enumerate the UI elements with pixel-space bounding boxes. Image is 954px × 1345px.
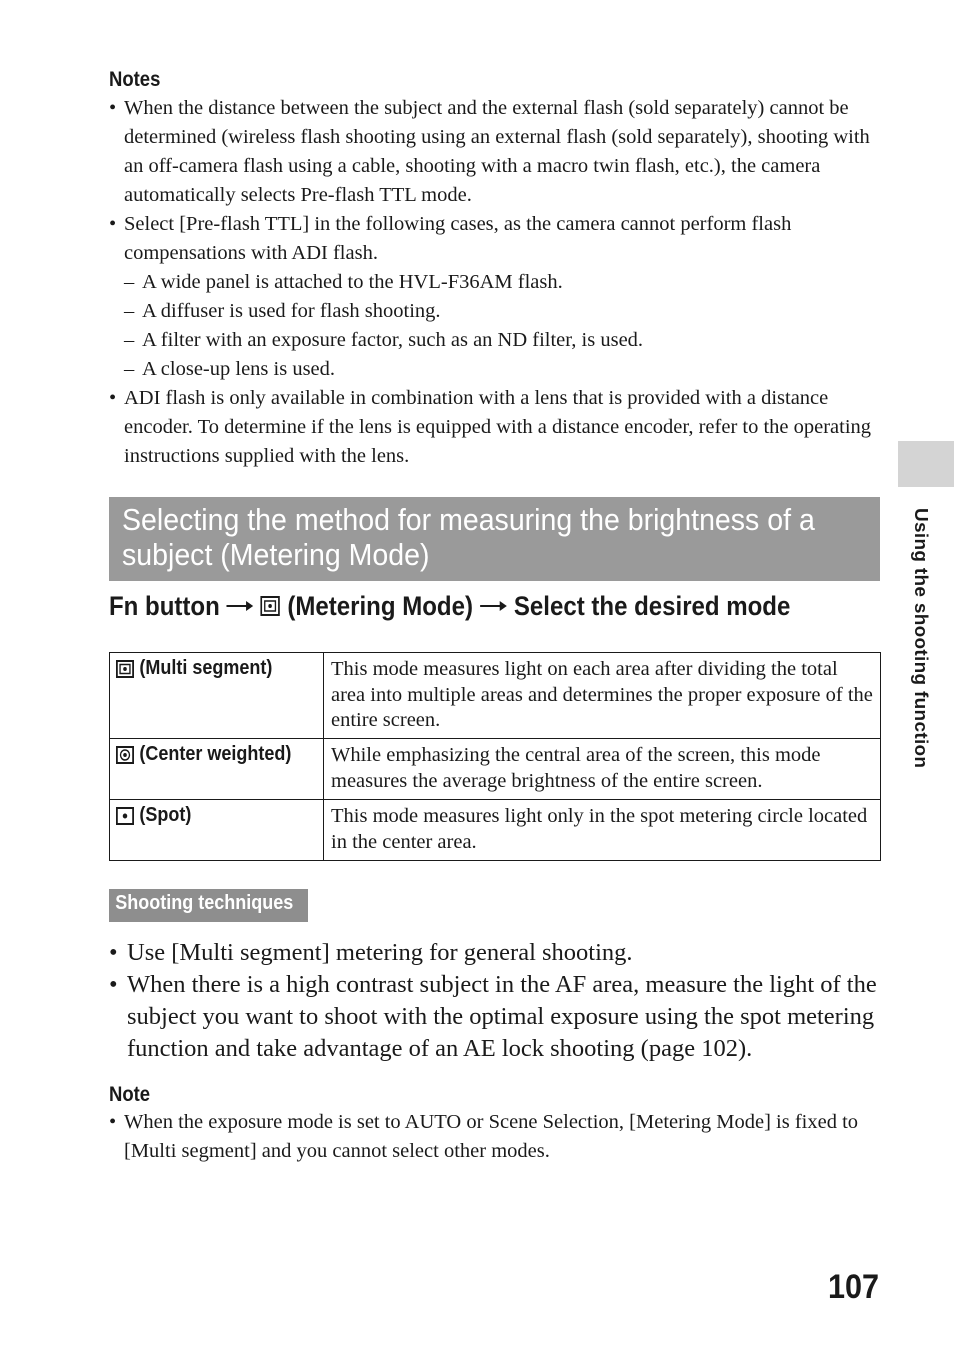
arrow-right-icon bbox=[227, 601, 254, 611]
table-row bbox=[110, 653, 881, 739]
multi-segment-icon bbox=[261, 596, 281, 616]
mode-name: (Multi segment) bbox=[139, 657, 273, 679]
notes-subitem: – A filter with an exposure factor, such as an ND filter, is used. bbox=[109, 326, 884, 355]
fn-path bbox=[109, 588, 790, 624]
table-row bbox=[110, 739, 881, 800]
techniques-item: • When there is a high contrast subject in the AF area, measure the light of the subject you want to shoot with the optimal exposure using the spot metering function and take advantage of an AE lock shooting (page 102). bbox=[109, 969, 894, 1065]
shooting-techniques-text: Shooting techniques bbox=[115, 892, 294, 914]
techniques-list bbox=[109, 937, 894, 1065]
mode-name: (Center weighted) bbox=[139, 743, 292, 765]
spot-icon bbox=[116, 807, 134, 825]
mode-name-cell bbox=[110, 739, 324, 800]
note-list bbox=[109, 1108, 884, 1166]
section-title bbox=[122, 502, 821, 572]
notes-subitem: – A wide panel is attached to the HVL-F36AM flash. bbox=[109, 268, 884, 297]
select-mode-text: Select the desired mode bbox=[513, 590, 791, 621]
mode-name-cell bbox=[110, 800, 324, 861]
notes-list bbox=[109, 94, 884, 471]
mode-description: While emphasizing the central area of the screen, this mode measures the average brightness of the entire screen. bbox=[324, 739, 881, 800]
page-number: 107 bbox=[828, 1268, 880, 1306]
notes-item: • Select [Pre-flash TTL] in the following cases, as the camera cannot perform flash compensations with ADI flash. bbox=[109, 210, 884, 268]
mode-description: This mode measures light only in the spot metering circle located in the center area. bbox=[324, 800, 881, 861]
section-title-line: subject (Metering Mode) bbox=[122, 537, 430, 572]
table-row bbox=[110, 800, 881, 861]
fn-button-text: Fn button bbox=[109, 590, 220, 621]
shooting-techniques-label bbox=[109, 889, 308, 922]
notes-subitem: – A diffuser is used for flash shooting. bbox=[109, 297, 884, 326]
notes-subitem: – A close-up lens is used. bbox=[109, 355, 884, 384]
techniques-item: • Use [Multi segment] metering for general shooting. bbox=[109, 937, 894, 969]
chapter-label: Using the shooting function bbox=[910, 508, 931, 769]
metering-modes-table bbox=[109, 652, 881, 861]
center-weighted-icon bbox=[116, 746, 134, 764]
note-item: • When the exposure mode is set to AUTO or Scene Selection, [Metering Mode] is fixed to [Multi segment] and you cannot select other modes. bbox=[109, 1108, 884, 1166]
section-title-line: Selecting the method for measuring the brightness of a bbox=[122, 502, 815, 537]
chapter-tab bbox=[898, 441, 954, 487]
multi-segment-icon bbox=[116, 660, 134, 678]
notes-item: • ADI flash is only available in combination with a lens that is provided with a distance encoder. To determine if the lens is equipped with a distance encoder, refer to the operating instructions supplied with the lens. bbox=[109, 384, 884, 471]
note-heading: Note bbox=[109, 1083, 151, 1106]
notes-heading: Notes bbox=[109, 68, 161, 91]
metering-mode-text: (Metering Mode) bbox=[287, 590, 473, 621]
arrow-right-icon bbox=[480, 601, 507, 611]
mode-name-cell bbox=[110, 653, 324, 739]
mode-name: (Spot) bbox=[139, 804, 192, 826]
mode-description: This mode measures light on each area after dividing the total area into multiple areas and determines the proper exposure of the entire screen. bbox=[324, 653, 881, 739]
notes-item: • When the distance between the subject and the external flash (sold separately) cannot be determined (wireless flash shooting using an external flash (sold separately), shooting with an off-camera flash using a cable, shooting with a macro twin flash, etc.), the camera automatically selects Pre-flash TTL mode. bbox=[109, 94, 884, 210]
